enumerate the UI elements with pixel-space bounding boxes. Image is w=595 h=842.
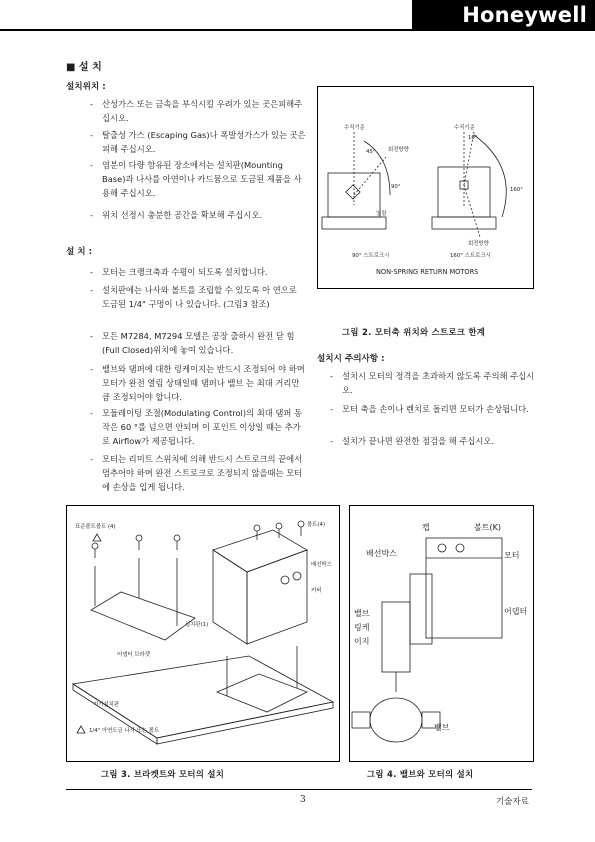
list-item-text: 모터 축을 손이나 렌치로 돌리면 모터가 손상됩니다. — [342, 404, 529, 414]
valve-body-icon — [370, 698, 422, 742]
fig4-linkage-label-1: 밸브 — [354, 609, 370, 618]
list-item-text: 위치 선정시 충분한 공간을 확보해 주십시오. — [102, 210, 263, 220]
base-left-icon — [322, 217, 386, 229]
fig4-valve-label: 밸브 — [434, 723, 450, 732]
fig2-left-rotation-label: 회전방향 — [388, 147, 409, 153]
brand-header — [0, 0, 595, 33]
fig2-left-vertical-label: 수직기준 — [344, 125, 365, 131]
fig3-cover-label: 커버 — [311, 588, 322, 594]
linkage-icon — [382, 602, 410, 672]
bracket-right-icon — [217, 674, 307, 712]
footer-label: 기술자료 — [496, 797, 529, 807]
list-item-text: 산성가스 또는 금속을 부식시킬 우려가 있는 곳은피해주십시오. — [102, 99, 303, 123]
warning-icon-2 — [77, 726, 85, 733]
precautions-heading: 설치시 주의사항 : — [317, 354, 385, 364]
fig2-bottom-right-label: 160° 스트로크시 — [450, 253, 491, 259]
fig3-bolt-right-label: 볼트(4) — [307, 522, 326, 528]
list-item-text: 설치시 모터의 정격을 초과하지 않도록 주의해 주십시오. — [342, 371, 535, 395]
fig4-bolt-label: 볼트(K) — [474, 523, 501, 532]
fig4-linkage-label-2: 링케 — [354, 623, 370, 632]
bracket-left-icon — [91, 592, 195, 640]
footer-rule — [66, 789, 532, 790]
motor-icon — [426, 538, 502, 638]
figure-2-diagram — [318, 87, 533, 288]
fig2-right-angle-label: 10° — [468, 135, 478, 141]
fig2-left-angle-label: 45° — [366, 149, 376, 155]
figure-4-panel — [349, 505, 534, 762]
figure-3-caption: 그림 3. 브라켓트와 모터의 설치 — [101, 769, 225, 779]
list-item-text: 설치판에는 나사와 볼트를 조립할 수 있도록 아 연으로 도금된 1/4" 구멍이 나 있습니다. (그림3 참조) — [102, 285, 297, 309]
fig2-left-open-label: 열림 — [376, 211, 387, 217]
list-item-text: 밸브와 댐퍼에 대한 링케이지는 반드시 조정되어 야 하며 모터가 완전 열림 상태일때 댐퍼나 밸브 는 최대 거리만큼 조정되어야 합니다. — [102, 364, 305, 402]
list-item-text: 모든 M7284, M7294 모델은 공장 출하시 완전 닫 힘 (Full Closed)위치에 놓여 있습니다. — [102, 331, 295, 355]
figure-2-panel — [317, 86, 534, 289]
motor-top-icon — [213, 530, 307, 572]
list-item-text: 설치가 끝나면 완전한 점검을 해 주십시오. — [342, 436, 495, 446]
list-item-text: 탈출성 가스 (Escaping Gas)나 폭발성가스가 있는 곳은 피해 주십시오. — [102, 130, 306, 154]
fig2-left-side-label: 90° — [391, 184, 401, 190]
figure-3-panel — [66, 505, 340, 762]
honeywell-logo: Honeywell — [462, 3, 587, 27]
fig4-junction-label: 배선박스 — [366, 549, 397, 558]
section-title: ■ 설 치 — [66, 62, 102, 73]
list-item-text: 염분이 다량 함유된 장소에서는 설치판(Mounting Base)과 나사를 아연이나 카드뮴으로 도금된 제품을 사용해 주십시오. — [102, 160, 302, 198]
figure-3-diagram — [67, 506, 339, 761]
fig3-bolt-label: 표준볼트볼트 (4) — [75, 524, 116, 530]
list-item-text: 모듈레이팅 조절(Modulating Control)의 최대 댐퍼 동작은 60 °를 넘으면 안되며 이 포인트 이상일 때는 추가로 Airflow가 제공됩니다. — [102, 408, 303, 446]
fig3-equipment-base-label: 기기설치판 — [93, 702, 120, 708]
base-right-icon — [432, 217, 496, 229]
fig2-right-side-label: 160° — [510, 187, 523, 193]
fig2-right-rotation-label: 회전방향 — [468, 241, 489, 247]
warning-icon — [93, 534, 101, 541]
install-location-heading: 설치위치 : — [66, 82, 106, 92]
fig4-adapter-label: 어댑터 — [504, 607, 528, 616]
fig3-note-label: 1/4" 아연도금 나사 또는 볼트 — [89, 728, 160, 734]
figure-4-diagram — [350, 506, 533, 761]
adapter-icon — [410, 574, 432, 644]
fig2-subtitle: NON-SPRING RETURN MOTORS — [376, 268, 479, 276]
equipment-board-icon — [73, 656, 333, 738]
figure-4-caption: 그림 4. 밸브와 모터의 설치 — [367, 769, 474, 779]
fig2-bottom-left-label: 90° 스트로크시 — [352, 253, 390, 259]
figure-2-caption: 그림 2. 모터축 위치와 스트로크 한계 — [342, 327, 486, 337]
install-heading: 설 치 : — [66, 247, 93, 257]
brand-box — [412, 0, 595, 30]
fig4-motor-label: 모터 — [504, 551, 520, 560]
fig3-junction-label: 배선박스 — [311, 562, 332, 568]
page-number: 3 — [300, 795, 306, 805]
fig3-adapter-bracket-label: 어댑터 브라켓 — [117, 652, 150, 658]
list-item-text: 모터는 크랭크축과 수평이 되도록 설치합니다. — [102, 267, 268, 277]
list-item-text: 모터는 리미트 스위치에 의해 반드시 스트로크의 끝에서 멈추어야 하며 완전 스트로크로 조정되지 않을때는 모터에 손상을 입게 됩니다. — [102, 454, 303, 492]
fig4-linkage-label-3: 이지 — [354, 637, 370, 646]
fig2-right-vertical-label: 수직기준 — [454, 125, 475, 131]
fig4-cap-label: 캡 — [422, 523, 430, 532]
fig3-mounting-plate-label: 설치판(1) — [185, 622, 209, 628]
